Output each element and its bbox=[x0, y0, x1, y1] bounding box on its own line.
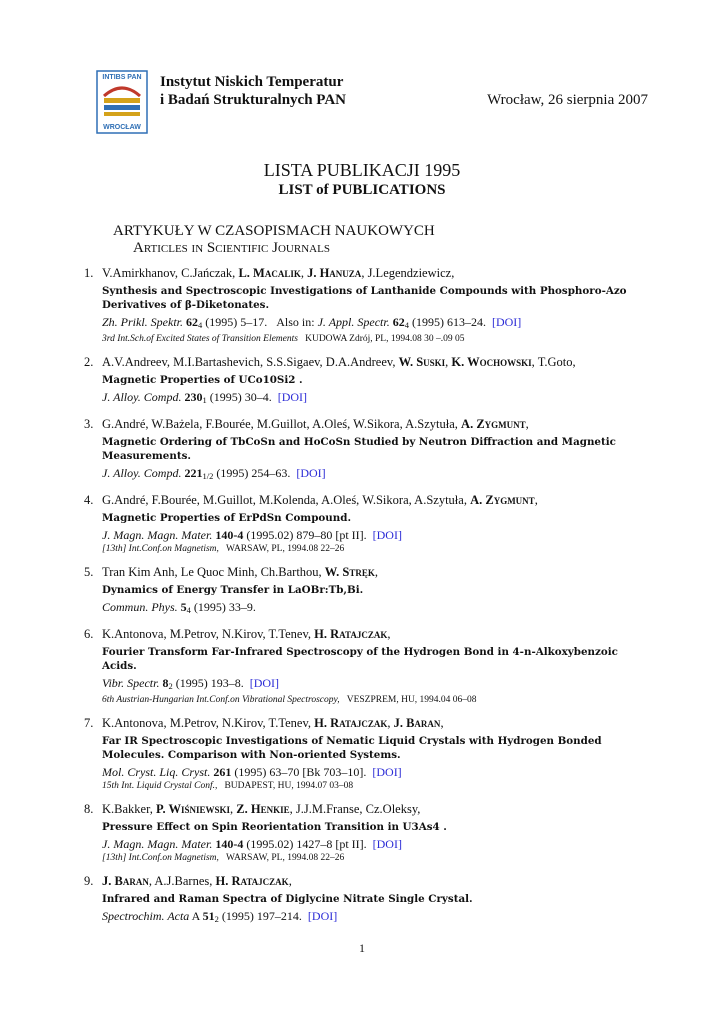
author-text: K.Antonova, M.Petrov, N.Kirov, T.Tenev, bbox=[102, 627, 315, 641]
publication-authors bbox=[102, 265, 644, 281]
publication-reference bbox=[102, 389, 644, 408]
publication-reference bbox=[102, 465, 644, 484]
journal-issue: 2 bbox=[214, 914, 219, 924]
conference-note bbox=[102, 543, 644, 556]
publication-item bbox=[84, 626, 644, 707]
author-text: , bbox=[230, 802, 237, 816]
institute-author: K. Wochowski bbox=[451, 355, 532, 369]
publication-title: Fourier Transform Far-Infrared Spectroscopy of the Hydrogen Bond in 4-n-Alkoxybenzoic Acids. bbox=[102, 646, 618, 672]
institute-author: W. Suski bbox=[398, 355, 446, 369]
doi-link[interactable]: [DOI] bbox=[491, 315, 522, 329]
institute-author: J. Hanuza bbox=[307, 266, 362, 280]
author-text: , bbox=[440, 716, 444, 730]
doi-link[interactable]: [DOI] bbox=[372, 837, 402, 851]
conference-note bbox=[102, 333, 644, 346]
publication-reference bbox=[102, 908, 644, 927]
journal-volume: 140-4 bbox=[215, 837, 244, 851]
publication-item bbox=[84, 354, 644, 408]
doi-link[interactable]: [DOI] bbox=[372, 528, 402, 542]
conference-place: BUDAPEST, HU, 1994.07 03–08 bbox=[224, 781, 354, 791]
publication-authors bbox=[102, 416, 644, 432]
logo-top-text: INTIBS PAN bbox=[102, 74, 142, 81]
journal-volume: 62 bbox=[186, 315, 198, 329]
journal-name: Commun. Phys. bbox=[102, 600, 178, 614]
institute-name bbox=[160, 73, 346, 109]
journal-volume: 51 bbox=[202, 909, 215, 923]
publication-title: Magnetic Ordering of TbCoSn and HoCoSn Studied by Neutron Diffraction and Magnetic Measurements. bbox=[102, 436, 616, 462]
reference-details: (1995) 197–214. bbox=[218, 909, 302, 923]
logo-bottom-text: WROCŁAW bbox=[103, 124, 141, 131]
publication-authors bbox=[102, 564, 644, 580]
doi-link[interactable]: [DOI] bbox=[307, 909, 338, 923]
institute-logo bbox=[96, 70, 148, 134]
publication-item bbox=[84, 265, 644, 346]
reference-details: (1995.02) 879–80 [pt II]. bbox=[243, 528, 367, 542]
journal-name: Spectrochim. Acta bbox=[102, 909, 190, 923]
reference-details-alt: (1995) 613–24. bbox=[408, 315, 486, 329]
conference-note bbox=[102, 780, 644, 793]
journal-volume: 8 bbox=[162, 676, 169, 690]
journal-volume-alt: 62 bbox=[392, 315, 405, 329]
author-text: , T.Goto, bbox=[531, 355, 576, 369]
reference-details: (1995) 33–9. bbox=[190, 600, 256, 614]
publication-number: 8. bbox=[84, 802, 94, 816]
journal-issue: 1 bbox=[202, 395, 207, 405]
publication-title: Synthesis and Spectroscopic Investigations of Lanthanide Compounds with Phosphoro-Azo Derivatives of β-Diketonates. bbox=[102, 285, 627, 311]
journal-volume: 221 bbox=[184, 466, 203, 480]
publication-authors bbox=[102, 801, 644, 817]
document-date: Wrocław, 26 sierpnia 2007 bbox=[487, 92, 648, 108]
conference-place: WARSAW, PL, 1994.08 22–26 bbox=[226, 544, 345, 554]
journal-name: J. Magn. Magn. Mater. bbox=[102, 528, 213, 542]
reference-details: (1995.02) 1427–8 [pt II]. bbox=[243, 837, 367, 851]
conference-name: [13th] Int.Conf.on Magnetism, bbox=[102, 853, 219, 863]
conference-place: KUDOWA Zdrój, PL, 1994.08 30 –.09 05 bbox=[305, 334, 465, 344]
page-title: LISTA PUBLIKACJI 1995 bbox=[263, 160, 461, 180]
author-text: G.André, F.Bourée, M.Guillot, M.Kolenda, A.Oleś, W.Sikora, A.Szytuła, bbox=[102, 493, 471, 507]
publication-reference bbox=[102, 675, 644, 694]
reference-details: (1995) 63–70 [Bk 703–10]. bbox=[231, 765, 367, 779]
publication-item bbox=[84, 801, 644, 865]
author-text: , bbox=[300, 266, 308, 280]
journal-volume: 140-4 bbox=[215, 528, 244, 542]
conference-name: [13th] Int.Conf.on Magnetism, bbox=[102, 544, 219, 554]
publication-list bbox=[84, 265, 644, 935]
institute-author: J. Baran bbox=[102, 874, 149, 888]
publication-number: 3. bbox=[84, 417, 94, 431]
publication-authors bbox=[102, 354, 644, 370]
institute-author: Z. Henkie bbox=[236, 802, 290, 816]
publication-item bbox=[84, 564, 644, 618]
publication-reference bbox=[102, 764, 644, 780]
author-text: , A.J.Barnes, bbox=[148, 874, 216, 888]
institute-author: P. Wiśniewski bbox=[156, 802, 231, 816]
publication-reference bbox=[102, 836, 644, 852]
institute-author: H. Ratajczak bbox=[314, 627, 388, 641]
publication-title: Infrared and Raman Spectra of Diglycine Nitrate Single Crystal. bbox=[102, 893, 473, 905]
publication-reference bbox=[102, 599, 644, 618]
also-in-label: Also in: bbox=[276, 315, 315, 329]
author-text: G.André, W.Bażela, F.Bourée, M.Guillot, A.Oleś, W.Sikora, A.Szytuła, bbox=[102, 417, 462, 431]
publication-title: Pressure Effect on Spin Reorientation Transition in U3As4 . bbox=[102, 821, 447, 833]
institute-author: L. Macalik bbox=[238, 266, 301, 280]
journal-volume: 230 bbox=[184, 390, 203, 404]
conference-note bbox=[102, 852, 644, 865]
journal-name: J. Magn. Magn. Mater. bbox=[102, 837, 213, 851]
publication-number: 6. bbox=[84, 627, 94, 641]
publication-title: Dynamics of Energy Transfer in LaOBr:Tb,Bi. bbox=[102, 584, 364, 596]
publication-number: 9. bbox=[84, 874, 94, 888]
author-text: , bbox=[387, 627, 391, 641]
author-text: , J.Legendziewicz, bbox=[361, 266, 455, 280]
institute-author: H. Ratajczak bbox=[215, 874, 289, 888]
publication-reference bbox=[102, 527, 644, 543]
institute-author: A. Zygmunt bbox=[461, 417, 526, 431]
institute-author: A. Zygmunt bbox=[470, 493, 535, 507]
author-text: , bbox=[288, 874, 292, 888]
journal-issue-alt: 4 bbox=[404, 320, 409, 330]
author-text: , bbox=[387, 716, 394, 730]
journal-issue: 4 bbox=[186, 605, 191, 615]
journal-name: Zh. Prikl. Spektr. bbox=[102, 315, 183, 329]
publication-title: Magnetic Properties of ErPdSn Compound. bbox=[102, 512, 352, 524]
reference-details: (1995) 254–63. bbox=[213, 466, 291, 480]
reference-details: (1995) 5–17. bbox=[202, 315, 268, 329]
doi-link[interactable]: [DOI] bbox=[372, 765, 402, 779]
institute-name-line1: Instytut Niskich Temperatur bbox=[160, 74, 344, 90]
reference-details: (1995) 30–4. bbox=[206, 390, 272, 404]
institute-author: H. Ratajczak bbox=[314, 716, 388, 730]
journal-name: J. Alloy. Compd. bbox=[102, 466, 182, 480]
page-number: 1 bbox=[359, 941, 365, 955]
conference-name: 15th Int. Liquid Crystal Conf., bbox=[102, 781, 218, 791]
conference-name: 3rd Int.Sch.of Excited States of Transition Elements bbox=[102, 334, 298, 344]
journal-series: A bbox=[191, 909, 203, 923]
section-heading-pl: ARTYKUŁY W CZASOPISMACH NAUKOWYCH bbox=[113, 223, 435, 239]
institute-author: W. Stręk bbox=[324, 565, 375, 579]
journal-issue: 1/2 bbox=[202, 471, 214, 481]
publication-reference bbox=[102, 314, 644, 333]
author-text: Tran Kim Anh, Le Quoc Minh, Ch.Barthou, bbox=[102, 565, 325, 579]
journal-issue: 4 bbox=[198, 320, 203, 330]
conference-note bbox=[102, 694, 644, 707]
publication-authors bbox=[102, 492, 644, 508]
page-subtitle: LIST of PUBLICATIONS bbox=[278, 182, 446, 198]
doi-link[interactable]: [DOI] bbox=[296, 466, 326, 480]
doi-link[interactable]: [DOI] bbox=[249, 676, 280, 690]
reference-details: (1995) 193–8. bbox=[172, 676, 244, 690]
conference-name: 6th Austrian-Hungarian Int.Conf.on Vibrational Spectroscopy, bbox=[102, 695, 340, 705]
publication-item bbox=[84, 492, 644, 556]
journal-volume: 5 bbox=[180, 600, 187, 614]
publication-item bbox=[84, 416, 644, 484]
author-text: V.Amirkhanov, C.Jańczak, bbox=[102, 266, 239, 280]
publication-number: 2. bbox=[84, 355, 94, 369]
journal-name-alt: J. Appl. Spectr. bbox=[317, 315, 390, 329]
conference-place: WARSAW, PL, 1994.08 22–26 bbox=[226, 853, 345, 863]
author-text: , bbox=[534, 493, 538, 507]
institute-author: J. Baran bbox=[393, 716, 441, 730]
journal-name: Vibr. Spectr. bbox=[102, 676, 160, 690]
author-text: K.Bakker, bbox=[102, 802, 156, 816]
publication-item bbox=[84, 873, 644, 927]
publication-title: Far IR Spectroscopic Investigations of Nematic Liquid Crystals with Hydrogen Bonded Molecules. Comparison with Non-oriented Systems. bbox=[102, 735, 602, 761]
author-text: A.V.Andreev, M.I.Bartashevich, S.S.Sigaev, D.A.Andreev, bbox=[102, 355, 399, 369]
journal-name: Mol. Cryst. Liq. Cryst. bbox=[102, 765, 211, 779]
publication-number: 7. bbox=[84, 716, 94, 730]
author-text: , bbox=[374, 565, 378, 579]
journal-volume: 261 bbox=[213, 765, 232, 779]
doi-link[interactable]: [DOI] bbox=[277, 390, 308, 404]
publication-authors bbox=[102, 626, 644, 642]
author-text: , bbox=[445, 355, 452, 369]
journal-name: J. Alloy. Compd. bbox=[102, 390, 182, 404]
publication-authors bbox=[102, 873, 644, 889]
author-text: K.Antonova, M.Petrov, N.Kirov, T.Tenev, bbox=[102, 716, 315, 730]
conference-place: VESZPREM, HU, 1994.04 06–08 bbox=[346, 695, 477, 705]
publication-item bbox=[84, 715, 644, 793]
author-text: , J.J.M.Franse, Cz.Oleksy, bbox=[289, 802, 421, 816]
publication-number: 4. bbox=[84, 493, 94, 507]
author-text: , bbox=[525, 417, 529, 431]
journal-issue: 2 bbox=[168, 681, 173, 691]
section-heading-en: Articles in Scientific Journals bbox=[133, 240, 330, 256]
publication-number: 5. bbox=[84, 565, 94, 579]
publication-number: 1. bbox=[84, 266, 94, 280]
publication-title: Magnetic Properties of UCo10Si2 . bbox=[102, 374, 303, 386]
institute-name-line2: i Badań Strukturalnych PAN bbox=[160, 92, 347, 108]
publication-authors bbox=[102, 715, 644, 731]
